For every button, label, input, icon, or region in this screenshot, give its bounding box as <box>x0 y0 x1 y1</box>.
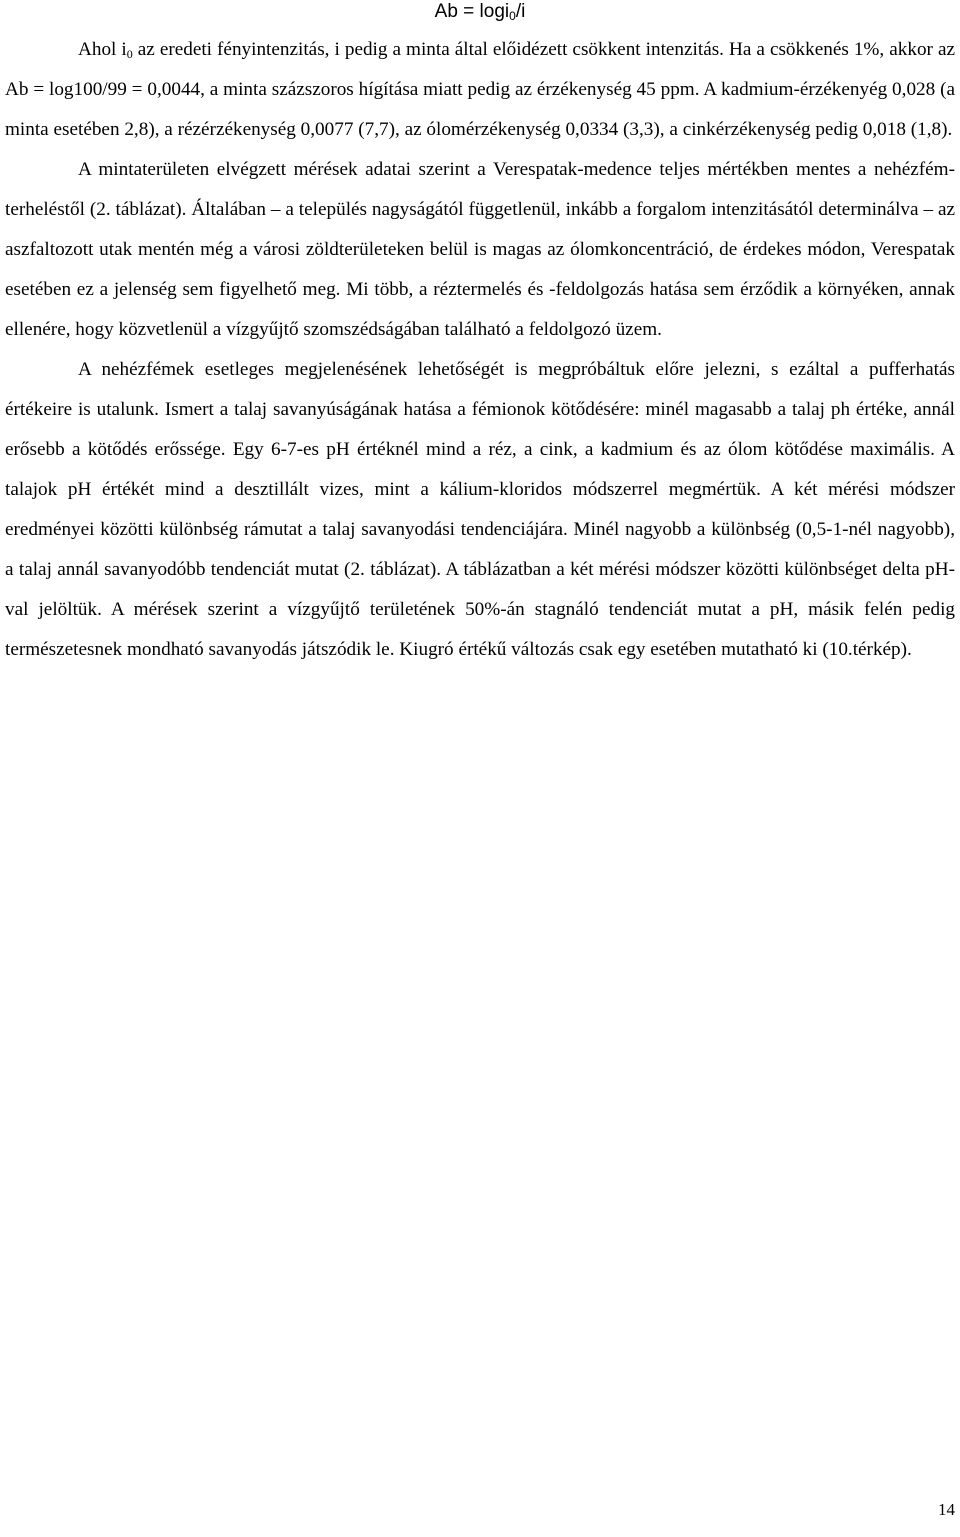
paragraph-sensitivity-subscript: 0 <box>126 47 133 61</box>
formula-text-end: /i <box>515 1 526 22</box>
paragraph-sensitivity <box>5 30 955 150</box>
body-text <box>5 30 955 670</box>
page-number: 14 <box>938 1500 955 1519</box>
paragraph-soil-ph: A nehézfémek esetleges megjelenésének lehetőségét is megpróbáltuk előre jelezni, s ezáltal a pufferhatás értékeire is utalunk. Ismert a talaj savanyúságának hatása a fémionok kötődésére: minél magasabb a talaj ph értéke, annál erősebb a kötődés erőssége. Egy 6-7-es pH értéknél mind a réz, a cink, a kadmium és az ólom kötődése maximális. A talajok pH értékét mind a desztillált vizes, mint a kálium-kloridos módszerrel megmértük. A két mérési módszer eredményei közötti különbség rámutat a talaj savanyodási tendenciájára. Minél nagyobb a különbség (0,5-1-nél nagyobb), a talaj annál savanyodóbb tendenciát mutat (2. táblázat). A táblázatban a két mérési módszer közötti különbséget delta pH-val jelöltük. A mérések szerint a vízgyűjtő területének 50%-án stagnáló tendenciát mutat a pH, másik felén pedig természetesnek mondható savanyodás játszódik le. Kiugró értékű változás csak egy esetében mutatható ki (10.térkép). <box>5 359 955 660</box>
paragraph-heavy-metal-load: A mintaterületen elvégzett mérések adatai szerint a Verespatak-medence teljes mértékben mentes a nehézfém-terheléstől (2. táblázat). Általában – a település nagyságától függetlenül, inkább a forgalom intenzitásától determinálva – az aszfaltozott utak mentén még a városi zöldterületeken belül is magas az ólomkoncentráció, de érdekes módon, Verespatak esetében ez a jelenség sem figyelhető meg. Mi több, a réztermelés és -feldolgozás hatása sem érződik a környéken, annak ellenére, hogy közvetlenül a vízgyűjtő szomszédságában található a feldolgozó üzem. <box>5 159 955 340</box>
paragraph-sensitivity-rest: az eredeti fényintenzitás, i pedig a minta által előidézett csökkent intenzitás. Ha a csökkenés 1%, akkor az Ab = log100/99 = 0,0044, a minta százszoros hígítása miatt pedig az érzékenység 45 ppm. A kadmium-érzékenyég 0,028 (a minta esetében 2,8), a rézérzékenység 0,0077 (7,7), az ólomérzékenység 0,0334 (3,3), a cinkérzékenység pedig 0,018 (1,8). <box>5 39 955 140</box>
formula-subscript: 0 <box>509 9 516 23</box>
paragraph-sensitivity-start: Ahol i <box>78 39 127 60</box>
absorbance-formula <box>0 0 960 24</box>
formula-text: Ab = logi <box>434 1 510 22</box>
